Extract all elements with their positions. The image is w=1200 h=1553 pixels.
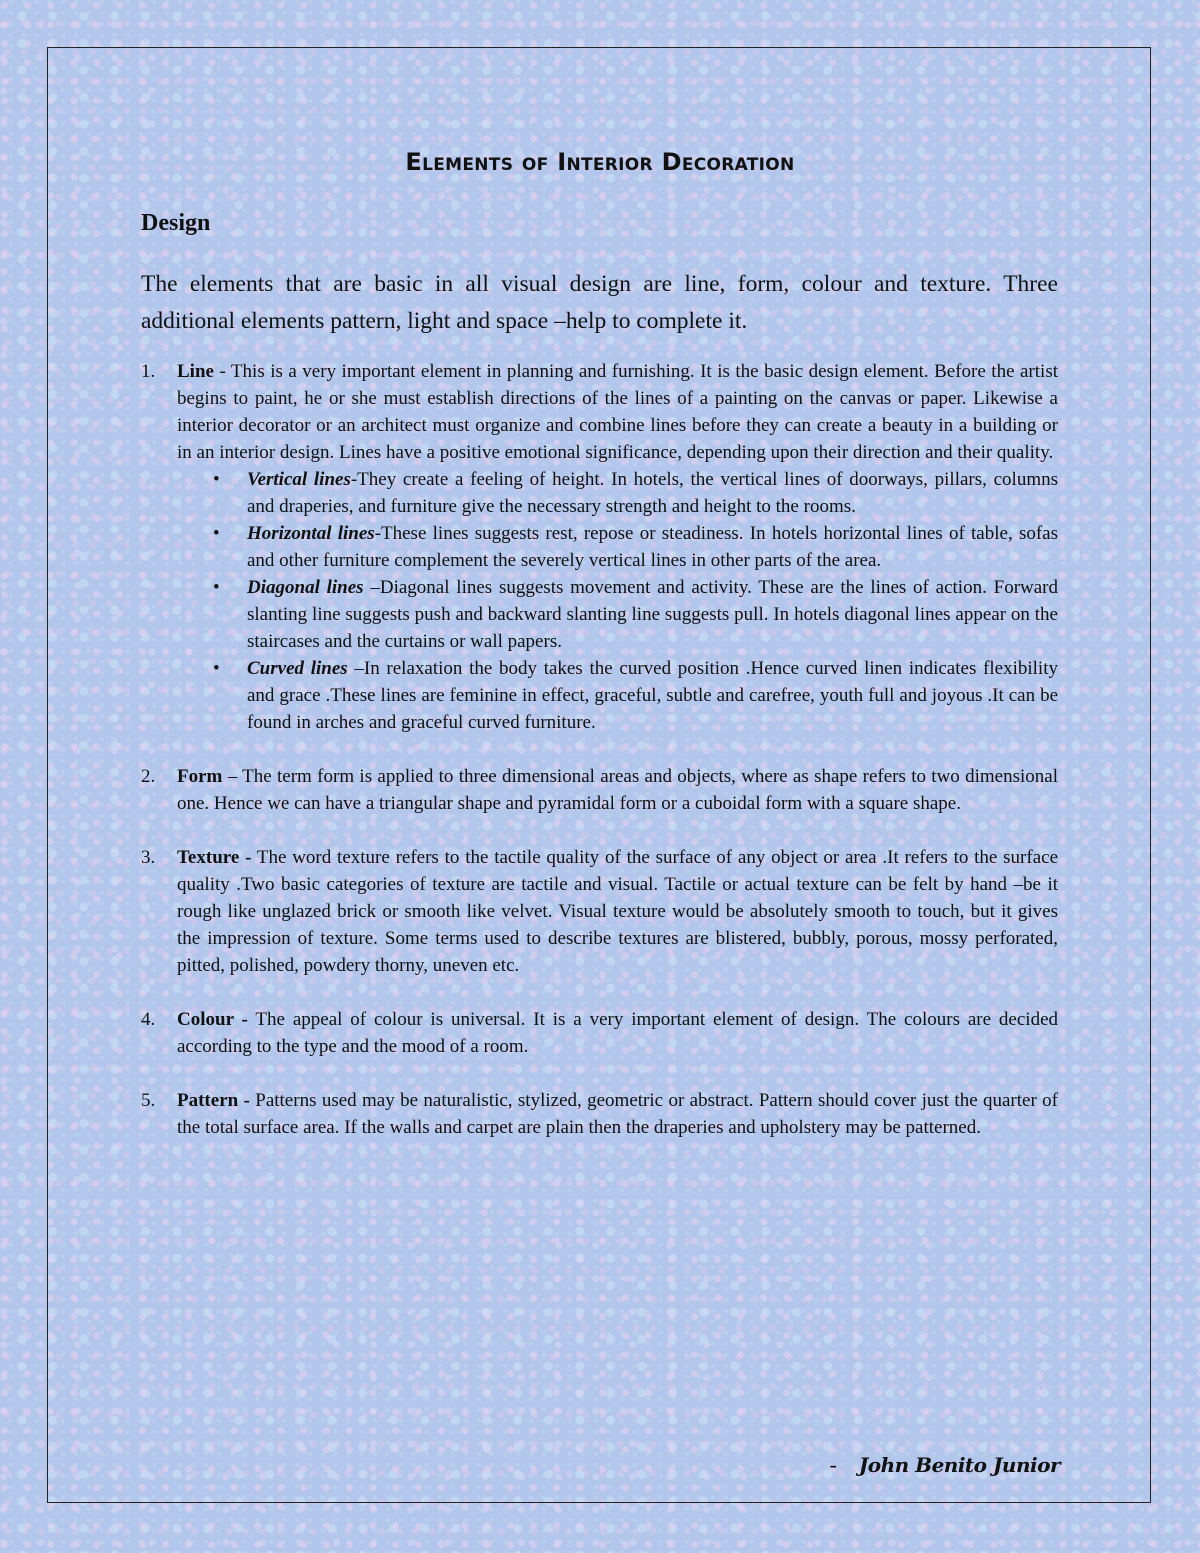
element-description: The appeal of colour is universal. It is a very important element of design. The colours are decided according to the type and the mood of a room. <box>177 1009 1059 1057</box>
sub-list-item <box>177 655 1058 736</box>
list-item-paragraph <box>177 844 1058 979</box>
list-item-form <box>141 763 1058 817</box>
elements-list <box>141 358 1058 1168</box>
list-number: 5. <box>141 1090 156 1111</box>
bullet-icon: • <box>213 523 220 544</box>
sub-list-item <box>177 574 1058 655</box>
list-item-paragraph <box>177 358 1058 466</box>
bullet-icon: • <box>213 577 220 598</box>
list-number: 1. <box>141 361 156 382</box>
list-number: 2. <box>141 766 156 787</box>
line-types-list <box>177 466 1058 736</box>
list-item-paragraph <box>177 1006 1058 1060</box>
list-item-colour <box>141 1006 1058 1060</box>
section-heading: Design <box>141 210 211 236</box>
bullet-icon: • <box>213 658 220 679</box>
author-name: John Benito Junior <box>858 1453 1060 1477</box>
intro-paragraph: The elements that are basic in all visual design are line, form, colour and texture. Three additional elements pattern, light and space –help to complete it. <box>141 271 1058 334</box>
sub-term: Curved lines <box>247 658 348 679</box>
list-number: 3. <box>141 847 156 868</box>
list-item-pattern <box>141 1087 1058 1141</box>
sub-term: Diagonal lines <box>247 577 364 598</box>
sub-term: Horizontal lines <box>247 523 375 544</box>
element-term: Line <box>177 361 214 382</box>
element-term: Colour - <box>177 1009 248 1030</box>
sub-description: -These lines suggests rest, repose or steadiness. In hotels horizontal lines of table, sofas and other furniture complement the severely vertical lines in other parts of the area. <box>247 523 1059 571</box>
element-description: Patterns used may be naturalistic, stylized, geometric or abstract. Pattern should cover just the quarter of the total surface area. If the walls and carpet are plain then the draperies and upholstery may be patterned. <box>177 1090 1058 1138</box>
list-item-line <box>141 358 1058 736</box>
sub-description: -They create a feeling of height. In hotels, the vertical lines of doorways, pillars, columns and draperies, and furniture give the necessary strength and height to the rooms. <box>247 469 1058 517</box>
sub-list-item <box>177 520 1058 574</box>
author-signature <box>829 1452 1060 1478</box>
sub-term: Vertical lines <box>247 469 351 490</box>
element-term: Pattern - <box>177 1090 250 1111</box>
element-description: The word texture refers to the tactile quality of the surface of any object or area .It refers to the surface quality .Two basic categories of texture are tactile and visual. Tactile or actual texture can be felt by hand –be it rough like unglazed brick or smooth like velvet. Visual texture would be absolutely smooth to touch, but it gives the impression of texture. Some terms used to describe textures are blistered, bubbly, porous, mossy perforated, pitted, polished, powdery thorny, uneven etc. <box>177 847 1058 976</box>
sub-list-item <box>177 466 1058 520</box>
signature-dash: - <box>829 1452 837 1477</box>
document-title: Elements of Interior Decoration <box>405 148 795 176</box>
bullet-icon: • <box>213 469 220 490</box>
element-description: – The term form is applied to three dimensional areas and objects, where as shape refers to two dimensional one. Hence we can have a triangular shape and pyramidal form or a cuboidal form with a square shape. <box>177 766 1058 814</box>
element-description: - This is a very important element in planning and furnishing. It is the basic design element. Before the artist begins to paint, he or she must establish directions of the lines of a painting on the canvas or paper. Likewise a interior decorator or an architect must organize and combine lines before they can create a beauty in a building or in an interior design. Lines have a positive emotional significance, depending upon their direction and their quality. <box>177 361 1058 463</box>
list-item-paragraph <box>177 1087 1058 1141</box>
element-term: Texture - <box>177 847 252 868</box>
sub-description: –Diagonal lines suggests movement and activity. These are the lines of action. Forward slanting line suggests push and backward slanting line suggests pull. In hotels diagonal lines appear on the staircases and the curtains or wall papers. <box>247 577 1058 652</box>
element-term: Form <box>177 766 223 787</box>
list-number: 4. <box>141 1009 156 1030</box>
sub-description: –In relaxation the body takes the curved position .Hence curved linen indicates flexibility and grace .These lines are feminine in effect, graceful, subtle and carefree, youth full and joyous .It can be found in arches and graceful curved furniture. <box>247 658 1058 733</box>
list-item-texture <box>141 844 1058 979</box>
list-item-paragraph <box>177 763 1058 817</box>
